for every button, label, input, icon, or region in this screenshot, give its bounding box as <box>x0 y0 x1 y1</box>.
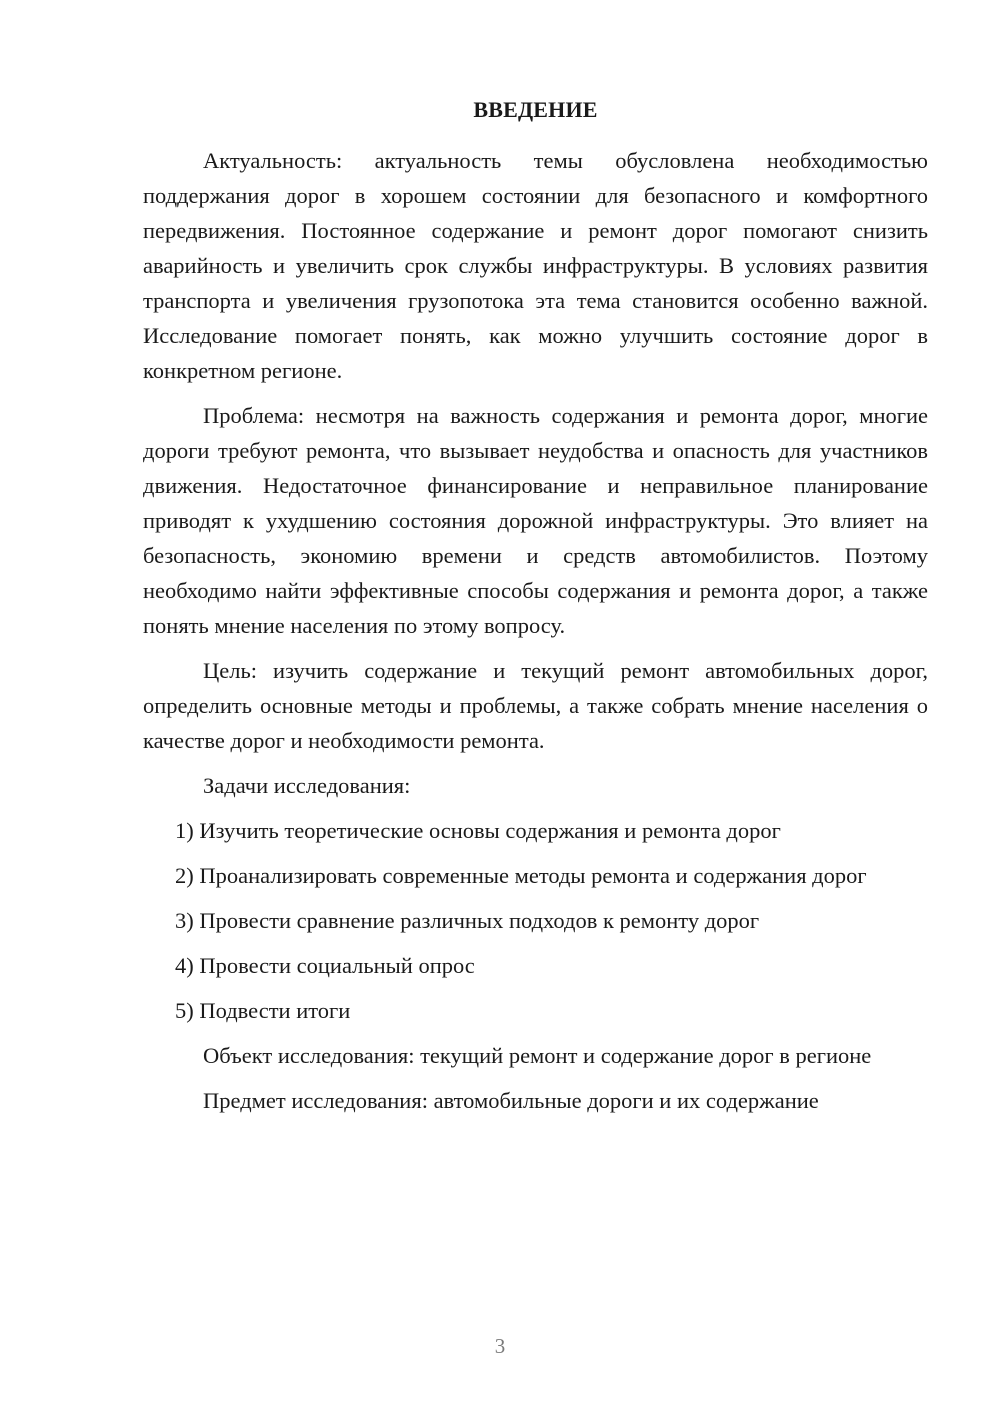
document-page <box>143 95 928 1118</box>
relevance-paragraph: Актуальность: актуальность темы обусловлена необходимостью поддержания дорог в хорошем состоянии для безопасного и комфортного передвижения. Постоянное содержание и ремонт дорог помогают снизить аварийность и увеличить срок службы инфраструктуры. В условиях развития транспорта и увеличения грузопотока эта тема становится особенно важной. Исследование помогает понять, как можно улучшить состояние дорог в конкретном регионе. <box>143 148 928 383</box>
task-item: 3) Провести сравнение различных подходов к ремонту дорог <box>175 908 760 933</box>
goal-paragraph: Цель: изучить содержание и текущий ремонт автомобильных дорог, определить основные методы и проблемы, а также собрать мнение населения о качестве дорог и необходимости ремонта. <box>143 658 928 753</box>
task-item: 2) Проанализировать современные методы ремонта и содержания дорог <box>175 863 867 888</box>
page-title: ВВЕДЕНИЕ <box>473 97 598 122</box>
task-item: 5) Подвести итоги <box>175 998 351 1023</box>
problem-paragraph: Проблема: несмотря на важность содержания и ремонта дорог, многие дороги требуют ремонта, что вызывает неудобства и опасность для участников движения. Недостаточное финансирование и неправильное планирование приводят к ухудшению состояния дорожной инфраструктуры. Это влияет на безопасность, экономию времени и средств автомобилистов. Поэтому необходимо найти эффективные способы содержания и ремонта дорог, а также понять мнение населения по этому вопросу. <box>143 403 928 638</box>
subject-paragraph: Предмет исследования: автомобильные дороги и их содержание <box>203 1088 819 1113</box>
tasks-heading: Задачи исследования: <box>203 773 411 798</box>
task-item: 1) Изучить теоретические основы содержания и ремонта дорог <box>175 818 781 843</box>
task-item: 4) Провести социальный опрос <box>175 953 475 978</box>
page-number: 3 <box>494 1334 506 1358</box>
object-paragraph: Объект исследования: текущий ремонт и содержание дорог в регионе <box>203 1043 872 1068</box>
